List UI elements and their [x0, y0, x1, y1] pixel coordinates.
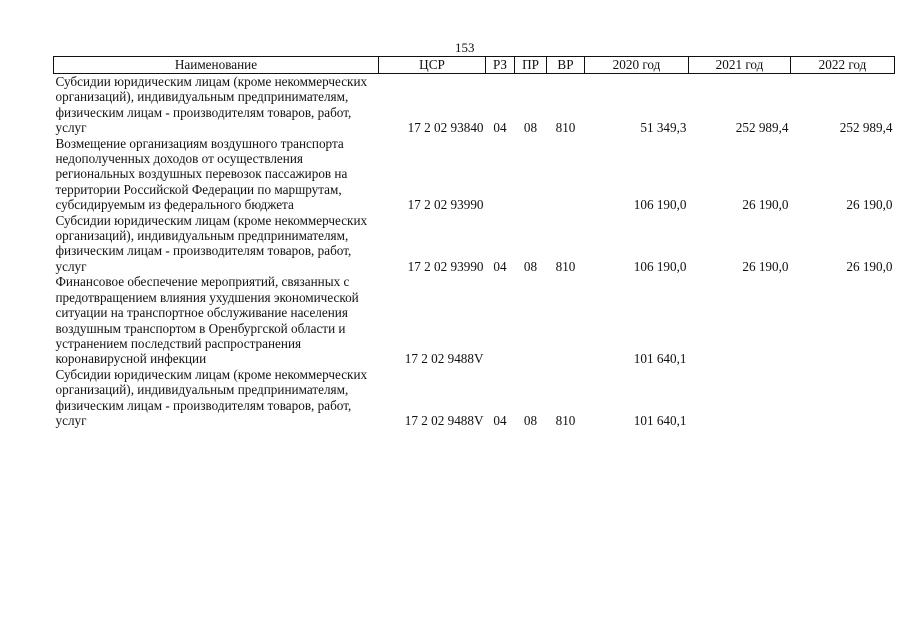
row-2022: 26 190,0	[846, 197, 893, 213]
row-2020: 106 190,0	[633, 197, 687, 213]
header-2021: 2021 год	[689, 57, 791, 74]
row-2020: 51 349,3	[640, 120, 687, 136]
row-2021	[689, 367, 791, 429]
row-2020: 101 640,1	[633, 351, 687, 367]
row-pr	[515, 274, 547, 366]
row-csr: 17 2 02 93990	[407, 258, 484, 274]
row-pr: 08	[523, 412, 538, 428]
table-row	[54, 74, 895, 136]
row-pr: 08	[523, 120, 538, 136]
row-name: Возмещение организациям воздушного транспорта недополученных доходов от осуществления региональных воздушных перевозок пассажиров на территории Российской Федерации по маршрутам, субсидируемым из федерального бюджета	[55, 135, 348, 213]
row-name: Субсидии юридическим лицам (кроме некоммерческих организаций), индивидуальным предпринимателям, физическим лицам - производителям товаров, работ, услуг	[55, 212, 368, 274]
row-pr	[515, 136, 547, 213]
header-vr: ВР	[547, 57, 585, 74]
row-2021	[689, 274, 791, 366]
row-csr: 17 2 02 93990	[407, 197, 484, 213]
row-rz	[486, 274, 515, 366]
table-row	[54, 274, 895, 366]
row-rz: 04	[493, 258, 507, 274]
row-rz	[486, 136, 515, 213]
row-rz: 04	[493, 120, 507, 136]
row-2020: 106 190,0	[633, 258, 687, 274]
row-vr: 810	[555, 120, 576, 136]
table-row	[54, 213, 895, 275]
row-2020: 101 640,1	[633, 412, 687, 428]
row-2021: 252 989,4	[735, 120, 789, 136]
table-row	[54, 367, 895, 429]
table-row	[54, 136, 895, 213]
row-2021: 26 190,0	[742, 197, 789, 213]
row-csr: 17 2 02 93840	[407, 120, 484, 136]
row-csr: 17 2 02 9488V	[404, 351, 484, 367]
row-vr: 810	[555, 258, 576, 274]
header-rz: РЗ	[486, 57, 515, 74]
row-vr: 810	[555, 412, 576, 428]
row-2022	[791, 274, 895, 366]
header-pr: ПР	[515, 57, 547, 74]
header-name: Наименование	[54, 57, 379, 74]
page-number: 153	[455, 40, 475, 55]
row-name: Финансовое обеспечение мероприятий, связанных с предотвращением влияния ухудшения экономической ситуации на транспортное обслуживание населения воздушным транспортом в Оренбургской области и устранением последствий распространения коронавирусной инфекции	[55, 274, 359, 367]
row-csr: 17 2 02 9488V	[404, 412, 484, 428]
row-2022	[791, 367, 895, 429]
row-2022: 252 989,4	[839, 120, 893, 136]
row-vr	[547, 274, 585, 366]
row-pr: 08	[523, 258, 538, 274]
row-name: Субсидии юридическим лицам (кроме некоммерческих организаций), индивидуальным предпринимателям, физическим лицам - производителям товаров, работ, услуг	[55, 74, 368, 136]
header-2022: 2022 год	[791, 57, 895, 74]
row-2022: 26 190,0	[846, 258, 893, 274]
row-rz: 04	[493, 412, 507, 428]
header-csr: ЦСР	[379, 57, 486, 74]
table-header-row	[54, 57, 895, 74]
row-name: Субсидии юридическим лицам (кроме некоммерческих организаций), индивидуальным предпринимателям, физическим лицам - производителям товаров, работ, услуг	[55, 366, 368, 428]
row-2021: 26 190,0	[742, 258, 789, 274]
header-2020: 2020 год	[585, 57, 689, 74]
row-vr	[547, 136, 585, 213]
budget-table	[53, 56, 895, 428]
